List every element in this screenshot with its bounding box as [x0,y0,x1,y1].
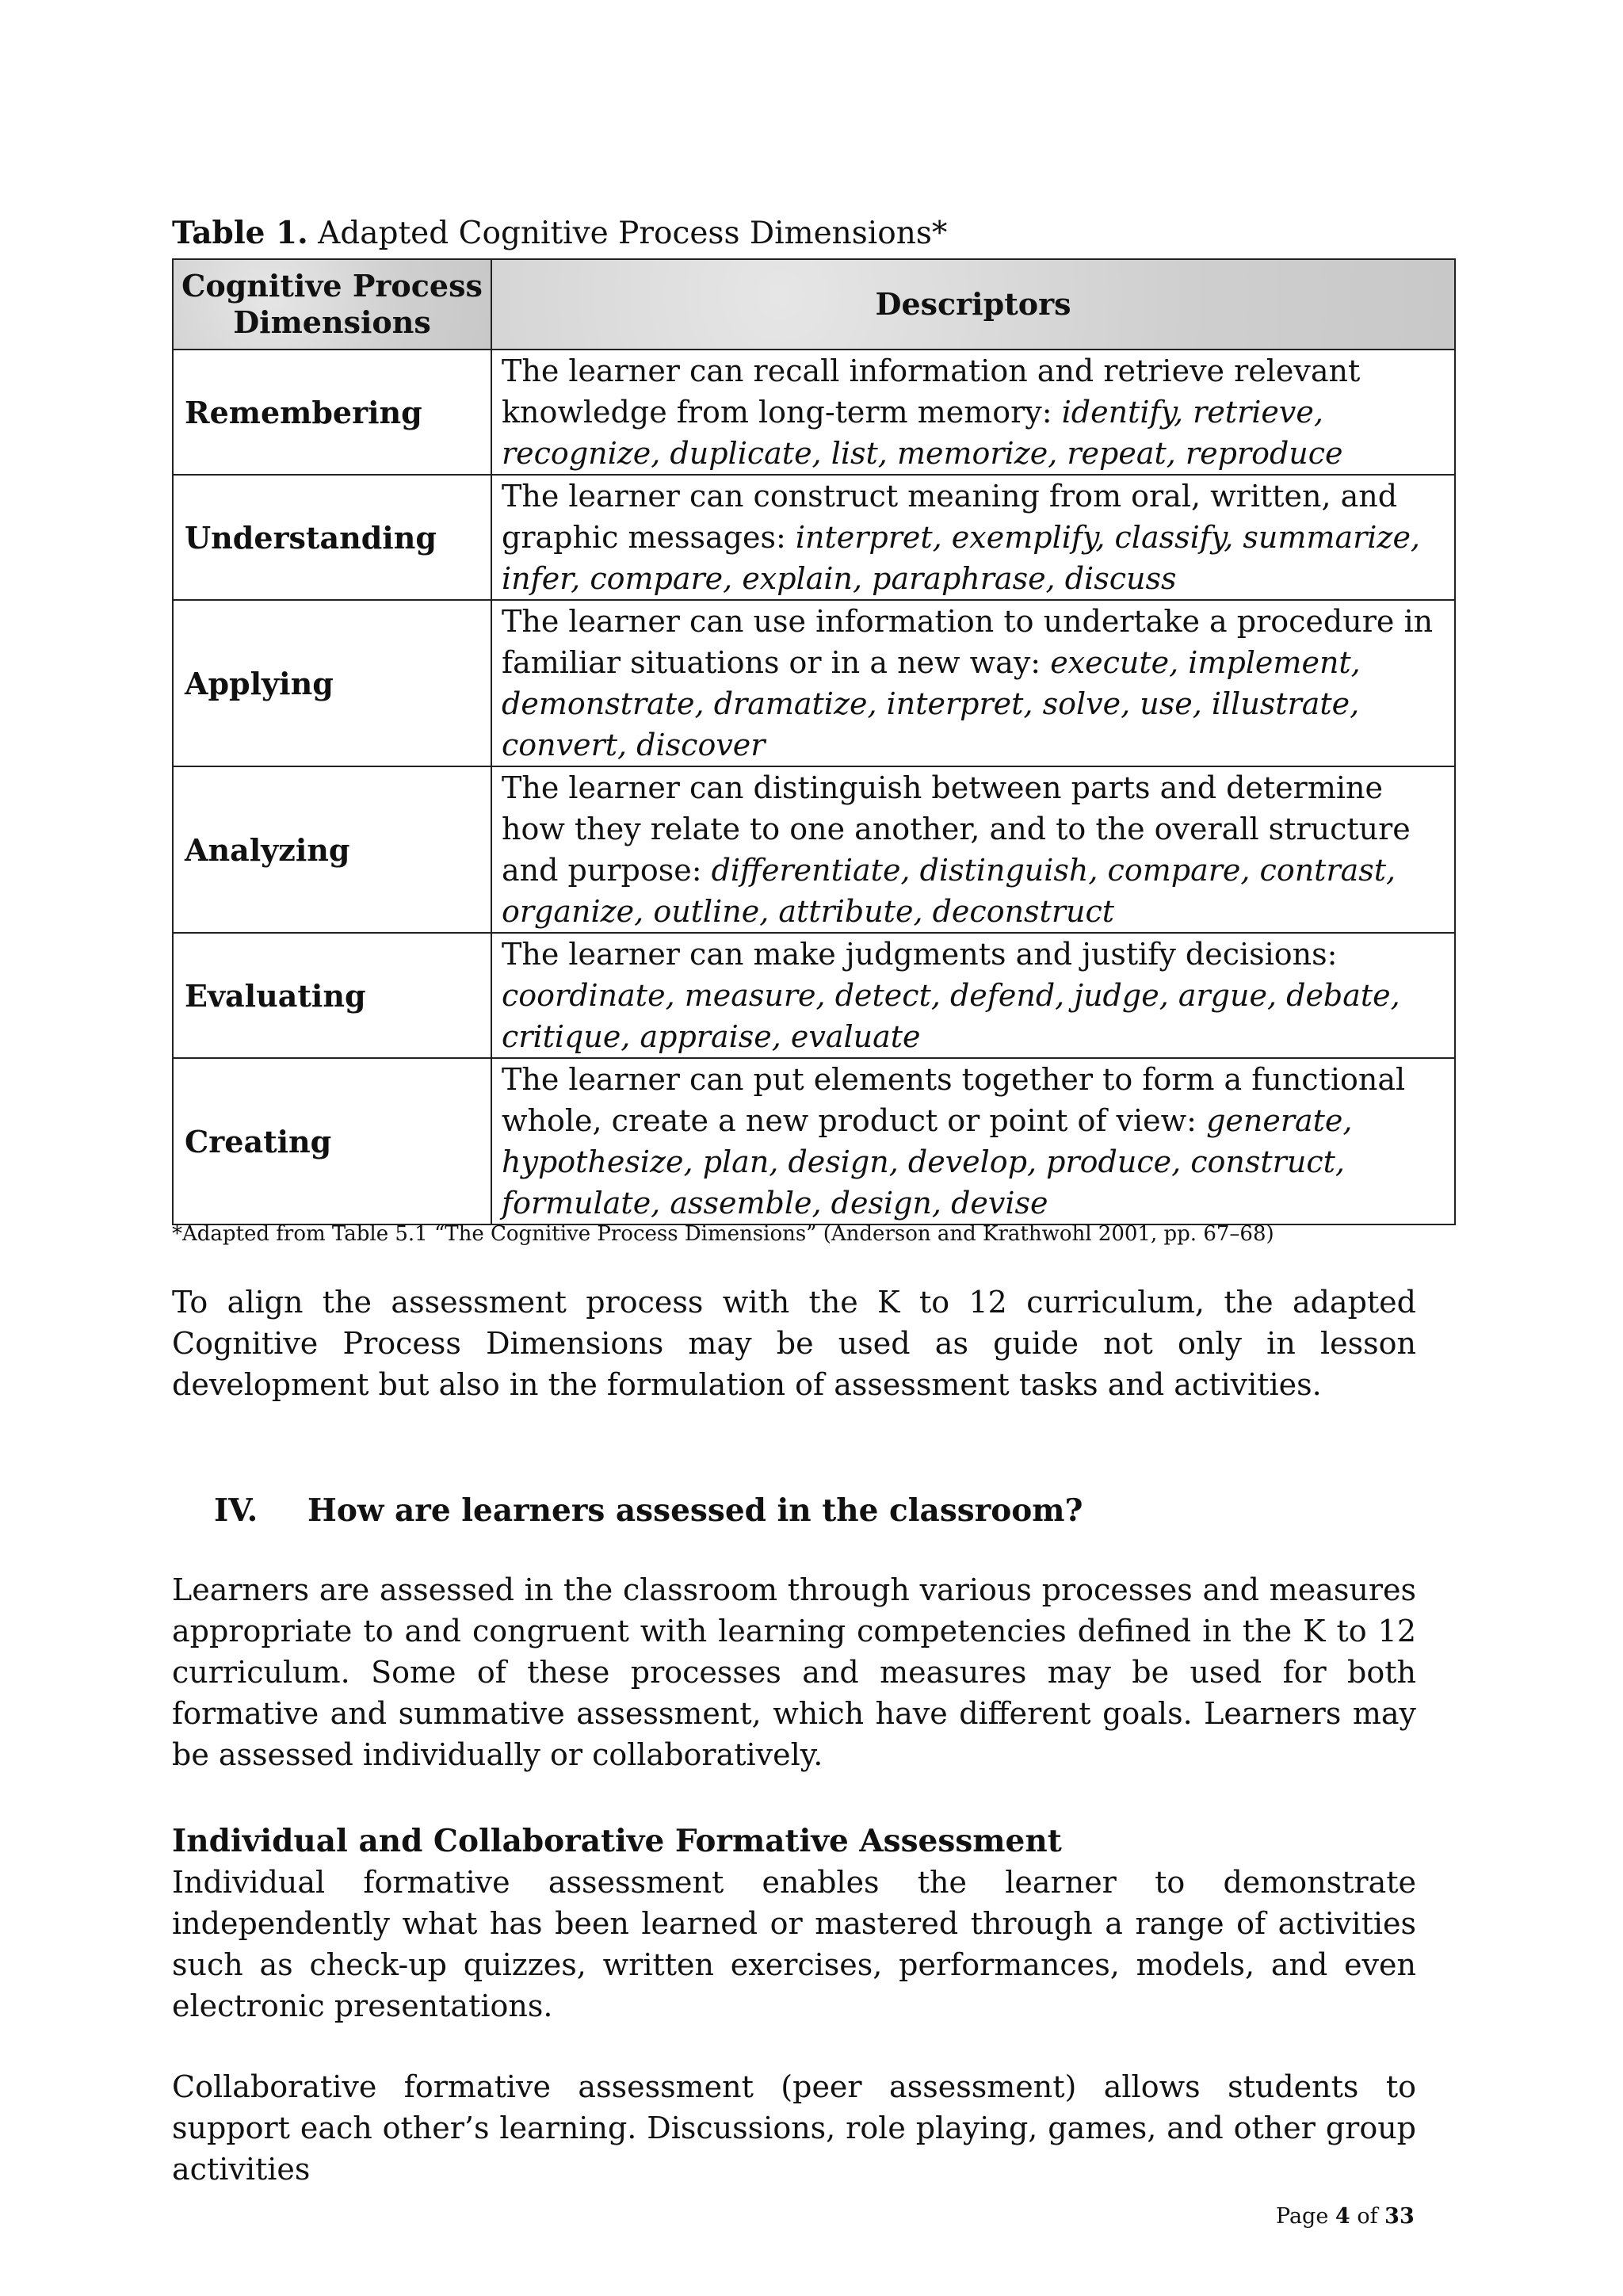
page-number-prefix: Page [1276,2204,1329,2229]
cognitive-process-table [172,258,1456,1225]
paragraph-collaborative: Collaborative formative assessment (peer assessment) allows students to support each other’s learning. Discussions, role playing, games, and other group activities [172,2069,1416,2187]
table-caption [172,212,947,254]
header-descriptors: Descriptors [491,259,1455,350]
table-row [173,600,1455,766]
descriptor-text: The learner can recall information and retrieve relevant knowledge from long-term memory: [502,353,1361,430]
dimension-cell: Evaluating [173,933,491,1058]
descriptor-cell [491,933,1455,1058]
dimension-cell: Understanding [173,475,491,600]
paragraph-assessed: Learners are assessed in the classroom through various processes and measures appropriate to and congruent with learning competencies defined in the K to 12 curriculum. Some of these processes and measures may be used for both formative and summative assessment, which have different goals. Learners may be assessed individually or collaboratively. [172,1572,1416,1772]
page-number [1276,2203,1415,2230]
dimension-cell: Analyzing [173,766,491,933]
descriptor-verbs: coordinate, measure, detect, defend, judge, argue, debate, critique, appraise, evaluate [502,978,1400,1054]
descriptor-text: The learner can make judgments and justify decisions: [502,937,1338,972]
descriptor-text: The learner can use information to undertake a procedure in familiar situations or in a new way: [502,604,1434,680]
descriptor-text: The learner can put elements together to form a functional whole, create a new product or point of view: [502,1062,1406,1138]
table-row [173,350,1455,475]
descriptor-cell [491,766,1455,933]
table-footnote: *Adapted from Table 5.1 “The Cognitive Process Dimensions” (Anderson and Krathwohl 2001, pp. 67–68) [172,1222,1274,1246]
table-header-row [173,259,1455,350]
table-caption-label: Table 1. [172,215,308,251]
descriptor-verbs: differentiate, distinguish, compare, contrast, organize, outline, attribute, deconstruct [502,853,1396,929]
dimension-cell: Applying [173,600,491,766]
dimension-cell: Remembering [173,350,491,475]
descriptor-cell [491,600,1455,766]
descriptor-cell [491,475,1455,600]
table-row [173,933,1455,1058]
paragraph-align: To align the assessment process with the K to 12 curriculum, the adapted Cognitive Process Dimensions may be used as guide not only in lesson development but also in the formulation of assessment tasks and activities. [172,1285,1416,1402]
header-dimensions: Cognitive Process Dimensions [173,259,491,350]
descriptor-verbs: execute, implement, demonstrate, dramatize, interpret, solve, use, illustrate, convert, discover [502,645,1361,762]
paragraph-individual: Individual formative assessment enables the learner to demonstrate independently what has been learned or mastered through a range of activities such as check-up quizzes, written exercises, performances, models, and even electronic presentations. [172,1865,1416,2023]
page-number-separator: of [1357,2204,1378,2229]
descriptor-text: The learner can construct meaning from oral, written, and graphic messages: [502,479,1398,555]
table-row [173,766,1455,933]
section-heading [214,1490,1083,1531]
table-row [173,1058,1455,1224]
subheading: Individual and Collaborative Formative Assessment [172,1823,1062,1859]
page-number-total: 33 [1384,2204,1415,2229]
table-caption-title: Adapted Cognitive Process Dimensions* [318,216,948,251]
descriptor-cell [491,350,1455,475]
descriptor-verbs: identify, retrieve, recognize, duplicate, list, memorize, repeat, reproduce [502,395,1343,471]
descriptor-verbs: interpret, exemplify, classify, summarize, infer, compare, explain, paraphrase, discuss [502,520,1421,596]
descriptor-verbs: generate, hypothesize, plan, design, develop, produce, construct, formulate, assemble, design, devise [502,1103,1353,1221]
table-row [173,475,1455,600]
descriptor-cell [491,1058,1455,1224]
section-title: How are learners assessed in the classroom? [307,1492,1083,1529]
page-number-current: 4 [1335,2204,1350,2229]
dimension-cell: Creating [173,1058,491,1224]
section-number: IV. [214,1492,258,1529]
descriptor-text: The learner can distinguish between parts and determine how they relate to one another, and to the overall structure and purpose: [502,770,1411,888]
